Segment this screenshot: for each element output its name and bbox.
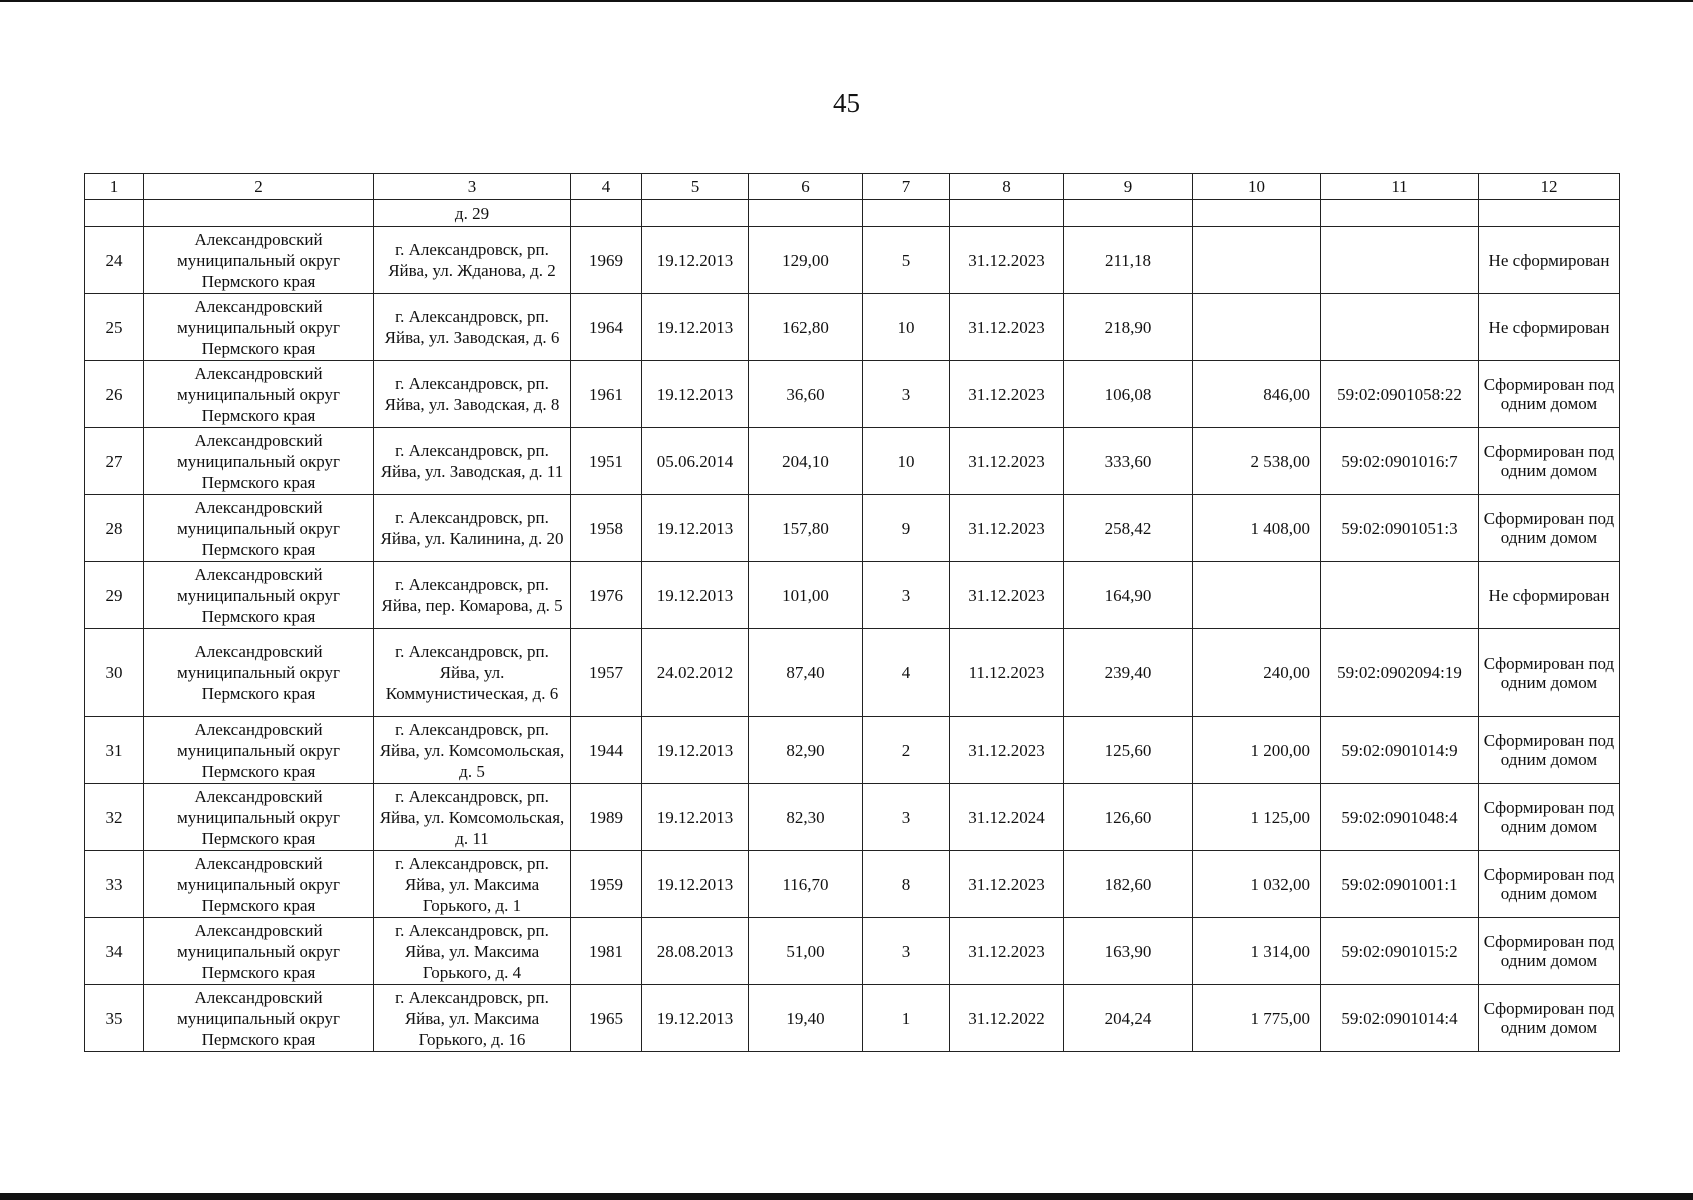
land-area-cell: 1 314,00 <box>1193 918 1321 985</box>
cadastral-number-cell: 59:02:0901014:4 <box>1321 985 1479 1052</box>
value-cell: 126,60 <box>1064 784 1193 851</box>
page-number: 45 <box>833 88 860 118</box>
count-cell: 3 <box>863 918 950 985</box>
address-cell: г. Александровск, рп. Яйва, ул. Максима Горького, д. 4 <box>374 918 571 985</box>
address-cell: г. Александровск, рп. Яйва, ул. Калинина, д. 20 <box>374 495 571 562</box>
cadastral-number-cell: 59:02:0901048:4 <box>1321 784 1479 851</box>
table-row <box>85 495 1620 562</box>
column-header: 11 <box>1321 174 1479 200</box>
value-cell: 125,60 <box>1064 717 1193 784</box>
year-built-cell: 1989 <box>571 784 642 851</box>
land-area-cell: 1 125,00 <box>1193 784 1321 851</box>
municipality-cell: Александровский муниципальный округ Пермского края <box>144 495 374 562</box>
column-header: 10 <box>1193 174 1321 200</box>
land-status-cell: Сформирован под одним домом <box>1479 918 1620 985</box>
value-cell: 164,90 <box>1064 562 1193 629</box>
column-header: 2 <box>144 174 374 200</box>
row-number-cell: 26 <box>85 361 144 428</box>
table-row <box>85 985 1620 1052</box>
cadastral-number-cell: 59:02:0902094:19 <box>1321 629 1479 717</box>
land-area-cell: 1 200,00 <box>1193 717 1321 784</box>
column-header: 1 <box>85 174 144 200</box>
land-status-cell: Сформирован под одним домом <box>1479 851 1620 918</box>
area-cell: 82,90 <box>749 717 863 784</box>
date-cell: 05.06.2014 <box>642 428 749 495</box>
row-number-cell: 32 <box>85 784 144 851</box>
count-cell: 3 <box>863 562 950 629</box>
row-number-cell: 24 <box>85 227 144 294</box>
municipality-cell: Александровский муниципальный округ Пермского края <box>144 361 374 428</box>
land-area-cell: 2 538,00 <box>1193 428 1321 495</box>
value-cell: 106,08 <box>1064 361 1193 428</box>
address-cell: г. Александровск, рп. Яйва, ул. Заводская, д. 8 <box>374 361 571 428</box>
continuation-address-cell: д. 29 <box>374 200 571 227</box>
year-built-cell: 1969 <box>571 227 642 294</box>
land-status-cell: Не сформирован <box>1479 227 1620 294</box>
table-row <box>85 361 1620 428</box>
column-header: 5 <box>642 174 749 200</box>
land-status-cell: Не сформирован <box>1479 562 1620 629</box>
count-cell: 3 <box>863 784 950 851</box>
land-status-cell: Сформирован под одним домом <box>1479 428 1620 495</box>
area-cell: 129,00 <box>749 227 863 294</box>
area-cell: 87,40 <box>749 629 863 717</box>
municipality-cell: Александровский муниципальный округ Пермского края <box>144 428 374 495</box>
deadline-date-cell: 31.12.2023 <box>950 227 1064 294</box>
year-built-cell: 1981 <box>571 918 642 985</box>
municipality-cell: Александровский муниципальный округ Пермского края <box>144 784 374 851</box>
deadline-date-cell: 31.12.2023 <box>950 361 1064 428</box>
count-cell: 10 <box>863 428 950 495</box>
value-cell: 204,24 <box>1064 985 1193 1052</box>
deadline-date-cell: 31.12.2023 <box>950 851 1064 918</box>
count-cell: 2 <box>863 717 950 784</box>
column-header: 4 <box>571 174 642 200</box>
table-row <box>85 294 1620 361</box>
area-cell: 204,10 <box>749 428 863 495</box>
date-cell: 19.12.2013 <box>642 294 749 361</box>
deadline-date-cell: 31.12.2024 <box>950 784 1064 851</box>
year-built-cell: 1965 <box>571 985 642 1052</box>
table-row <box>85 918 1620 985</box>
year-built-cell: 1964 <box>571 294 642 361</box>
land-status-cell: Не сформирован <box>1479 294 1620 361</box>
land-area-cell <box>1193 227 1321 294</box>
value-cell: 218,90 <box>1064 294 1193 361</box>
address-cell: г. Александровск, рп. Яйва, пер. Комарова, д. 5 <box>374 562 571 629</box>
date-cell: 19.12.2013 <box>642 784 749 851</box>
land-status-cell: Сформирован под одним домом <box>1479 985 1620 1052</box>
cadastral-number-cell: 59:02:0901015:2 <box>1321 918 1479 985</box>
column-header: 8 <box>950 174 1064 200</box>
year-built-cell: 1958 <box>571 495 642 562</box>
area-cell: 36,60 <box>749 361 863 428</box>
land-area-cell: 240,00 <box>1193 629 1321 717</box>
land-status-cell: Сформирован под одним домом <box>1479 361 1620 428</box>
row-number-cell: 31 <box>85 717 144 784</box>
municipality-cell: Александровский муниципальный округ Пермского края <box>144 562 374 629</box>
land-status-cell: Сформирован под одним домом <box>1479 717 1620 784</box>
row-number-cell: 28 <box>85 495 144 562</box>
municipality-cell: Александровский муниципальный округ Пермского края <box>144 227 374 294</box>
row-number-cell: 30 <box>85 629 144 717</box>
cadastral-number-cell: 59:02:0901058:22 <box>1321 361 1479 428</box>
cadastral-number-cell: 59:02:0901016:7 <box>1321 428 1479 495</box>
address-cell: г. Александровск, рп. Яйва, ул. Коммунистическая, д. 6 <box>374 629 571 717</box>
count-cell: 8 <box>863 851 950 918</box>
date-cell: 19.12.2013 <box>642 562 749 629</box>
address-cell: г. Александровск, рп. Яйва, ул. Максима Горького, д. 1 <box>374 851 571 918</box>
column-header: 9 <box>1064 174 1193 200</box>
year-built-cell: 1951 <box>571 428 642 495</box>
cadastral-number-cell: 59:02:0901014:9 <box>1321 717 1479 784</box>
year-built-cell: 1961 <box>571 361 642 428</box>
land-area-cell <box>1193 294 1321 361</box>
row-number-cell: 29 <box>85 562 144 629</box>
date-cell: 19.12.2013 <box>642 495 749 562</box>
table-row <box>85 851 1620 918</box>
value-cell: 182,60 <box>1064 851 1193 918</box>
year-built-cell: 1957 <box>571 629 642 717</box>
land-status-cell: Сформирован под одним домом <box>1479 629 1620 717</box>
column-header: 6 <box>749 174 863 200</box>
cadastral-number-cell <box>1321 227 1479 294</box>
area-cell: 101,00 <box>749 562 863 629</box>
deadline-date-cell: 31.12.2023 <box>950 294 1064 361</box>
deadline-date-cell: 31.12.2023 <box>950 428 1064 495</box>
land-area-cell: 1 775,00 <box>1193 985 1321 1052</box>
deadline-date-cell: 31.12.2023 <box>950 495 1064 562</box>
municipality-cell: Александровский муниципальный округ Пермского края <box>144 717 374 784</box>
area-cell: 82,30 <box>749 784 863 851</box>
housing-registry-table <box>84 173 1620 1052</box>
value-cell: 163,90 <box>1064 918 1193 985</box>
date-cell: 24.02.2012 <box>642 629 749 717</box>
date-cell: 28.08.2013 <box>642 918 749 985</box>
area-cell: 51,00 <box>749 918 863 985</box>
land-area-cell: 1 408,00 <box>1193 495 1321 562</box>
scan-bottom-edge <box>0 1193 1693 1200</box>
column-header: 3 <box>374 174 571 200</box>
address-cell: г. Александровск, рп. Яйва, ул. Комсомольская, д. 11 <box>374 784 571 851</box>
value-cell: 239,40 <box>1064 629 1193 717</box>
value-cell: 211,18 <box>1064 227 1193 294</box>
cadastral-number-cell <box>1321 294 1479 361</box>
land-status-cell: Сформирован под одним домом <box>1479 784 1620 851</box>
count-cell: 5 <box>863 227 950 294</box>
row-number-cell: 27 <box>85 428 144 495</box>
count-cell: 4 <box>863 629 950 717</box>
table-row <box>85 428 1620 495</box>
column-header: 12 <box>1479 174 1620 200</box>
count-cell: 1 <box>863 985 950 1052</box>
area-cell: 162,80 <box>749 294 863 361</box>
municipality-cell: Александровский муниципальный округ Пермского края <box>144 985 374 1052</box>
row-number-cell: 33 <box>85 851 144 918</box>
area-cell: 157,80 <box>749 495 863 562</box>
cadastral-number-cell: 59:02:0901001:1 <box>1321 851 1479 918</box>
value-cell: 258,42 <box>1064 495 1193 562</box>
year-built-cell: 1944 <box>571 717 642 784</box>
row-number-cell: 34 <box>85 918 144 985</box>
value-cell: 333,60 <box>1064 428 1193 495</box>
date-cell: 19.12.2013 <box>642 851 749 918</box>
column-header: 7 <box>863 174 950 200</box>
municipality-cell: Александровский муниципальный округ Пермского края <box>144 629 374 717</box>
municipality-cell: Александровский муниципальный округ Пермского края <box>144 918 374 985</box>
table-row <box>85 227 1620 294</box>
land-area-cell: 846,00 <box>1193 361 1321 428</box>
row-number-cell: 25 <box>85 294 144 361</box>
continuation-row <box>85 200 1620 227</box>
table-row <box>85 717 1620 784</box>
land-area-cell <box>1193 562 1321 629</box>
date-cell: 19.12.2013 <box>642 361 749 428</box>
date-cell: 19.12.2013 <box>642 985 749 1052</box>
date-cell: 19.12.2013 <box>642 227 749 294</box>
count-cell: 10 <box>863 294 950 361</box>
table-row <box>85 784 1620 851</box>
area-cell: 19,40 <box>749 985 863 1052</box>
deadline-date-cell: 31.12.2022 <box>950 985 1064 1052</box>
date-cell: 19.12.2013 <box>642 717 749 784</box>
address-cell: г. Александровск, рп. Яйва, ул. Максима Горького, д. 16 <box>374 985 571 1052</box>
count-cell: 3 <box>863 361 950 428</box>
land-status-cell: Сформирован под одним домом <box>1479 495 1620 562</box>
row-number-cell: 35 <box>85 985 144 1052</box>
table-row <box>85 562 1620 629</box>
year-built-cell: 1959 <box>571 851 642 918</box>
address-cell: г. Александровск, рп. Яйва, ул. Комсомольская, д. 5 <box>374 717 571 784</box>
table-row <box>85 629 1620 717</box>
deadline-date-cell: 31.12.2023 <box>950 562 1064 629</box>
deadline-date-cell: 31.12.2023 <box>950 717 1064 784</box>
address-cell: г. Александровск, рп. Яйва, ул. Заводская, д. 6 <box>374 294 571 361</box>
address-cell: г. Александровск, рп. Яйва, ул. Заводская, д. 11 <box>374 428 571 495</box>
cadastral-number-cell: 59:02:0901051:3 <box>1321 495 1479 562</box>
deadline-date-cell: 11.12.2023 <box>950 629 1064 717</box>
deadline-date-cell: 31.12.2023 <box>950 918 1064 985</box>
land-area-cell: 1 032,00 <box>1193 851 1321 918</box>
year-built-cell: 1976 <box>571 562 642 629</box>
municipality-cell: Александровский муниципальный округ Пермского края <box>144 851 374 918</box>
scan-top-edge <box>0 0 1693 2</box>
column-number-header-row <box>85 174 1620 200</box>
area-cell: 116,70 <box>749 851 863 918</box>
count-cell: 9 <box>863 495 950 562</box>
municipality-cell: Александровский муниципальный округ Пермского края <box>144 294 374 361</box>
cadastral-number-cell <box>1321 562 1479 629</box>
address-cell: г. Александровск, рп. Яйва, ул. Жданова, д. 2 <box>374 227 571 294</box>
